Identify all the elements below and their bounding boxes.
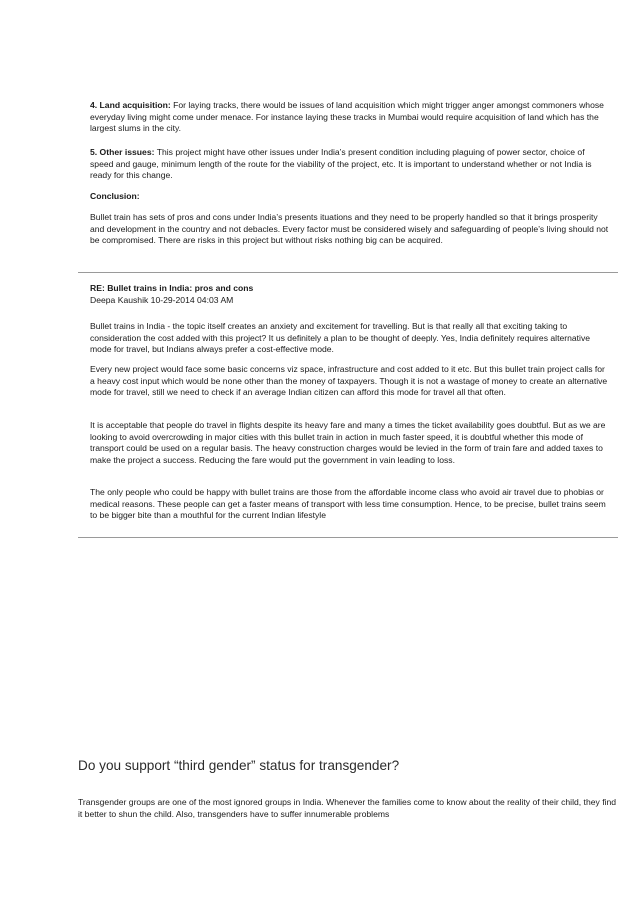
reply-title: RE: Bullet trains in India: pros and cons (90, 283, 254, 293)
conclusion-heading (90, 191, 610, 203)
reply-paragraph (90, 364, 610, 399)
reply-byline: Deepa Kaushik 10-29-2014 04:03 AM (90, 294, 234, 305)
point-land-acquisition (90, 100, 610, 135)
conclusion-text: Bullet train has sets of pros and cons under India’s presents ituations and they need to be properly handled so that it brings prosperity and development in the country and not debacles. Every factor must be considered wisely and safeguarding of people’s living should not be compromised. There are risks in this project but without risks nothing big can be acquired. (90, 212, 609, 246)
reply-paragraph-text: It is acceptable that people do travel in flights despite its heavy fare and many a times the ticket availability goes doubtful. But as we are looking to avoid overcrowding in major cities with this bullet train in action in much faster speed, it is doubtful whether this mode of transport could be used on a regular basis. The heavy construction charges would be levied in the form of train fare and added taxes to make the project a success. Reducing the fare would put the government in vain leading to loss. (90, 420, 606, 465)
point-other-issues (90, 147, 610, 182)
conclusion-body (90, 212, 610, 247)
point-text: This project might have other issues under India’s present condition including plaguing of power sector, choice of speed and gauge, minimum length of the route for the viability of the project, etc. It is important to understand whether or not India is ready for this change. (90, 147, 592, 181)
reply-header (90, 283, 610, 306)
topic-intro: Transgender groups are one of the most ignored groups in India. Whenever the families come to know about the reality of their child, they find it better to shun the child. Also, transgenders have to suffer innumerable problems (78, 797, 617, 819)
point-text: For laying tracks, there would be issues of land acquisition which might trigger anger amongst commoners whose everyday living might come under menace. For instance laying these tracks in Mumbai would require acquisition of land which has the largest slums in the city. (90, 100, 604, 134)
divider (78, 272, 618, 273)
point-label: 4. Land acquisition: (90, 100, 171, 110)
reply-paragraph-text: Bullet trains in India - the topic itself creates an anxiety and excitement for travelling. But is that really all that exciting taking to consideration the cost added with this project? It us definitely a plan to be thought of deeply. Yes, India definitely requires alternative mode for travel, but Indians always prefer a cost-effective mode. (90, 321, 591, 355)
divider (78, 537, 618, 538)
reply-paragraph-text: The only people who could be happy with bullet trains are those from the affordable income class who avoid air travel due to phobias or medical reasons. These people can get a faster means of transport with less time consumption. Hence, to be precise, bullet trains seem to be bigger bite than a mouthful for the current Indian lifestyle (90, 487, 606, 521)
conclusion-heading-text: Conclusion: (90, 191, 140, 201)
reply-paragraph (90, 420, 610, 466)
point-label: 5. Other issues: (90, 147, 155, 157)
topic-title: Do you support “third gender” status for transgender? (78, 758, 400, 773)
reply-paragraph (90, 487, 610, 522)
reply-paragraph (90, 321, 610, 356)
reply-paragraph-text: Every new project would face some basic concerns viz space, infrastructure and cost added to it etc. But this bullet train project calls for a heavy cost input which would be none other than the money of taxpayers. Though it is not a wastage of money to create an alternative mode for travel, still we need to check if an average Indian citizen can afford this mode for travel all that often. (90, 364, 608, 398)
